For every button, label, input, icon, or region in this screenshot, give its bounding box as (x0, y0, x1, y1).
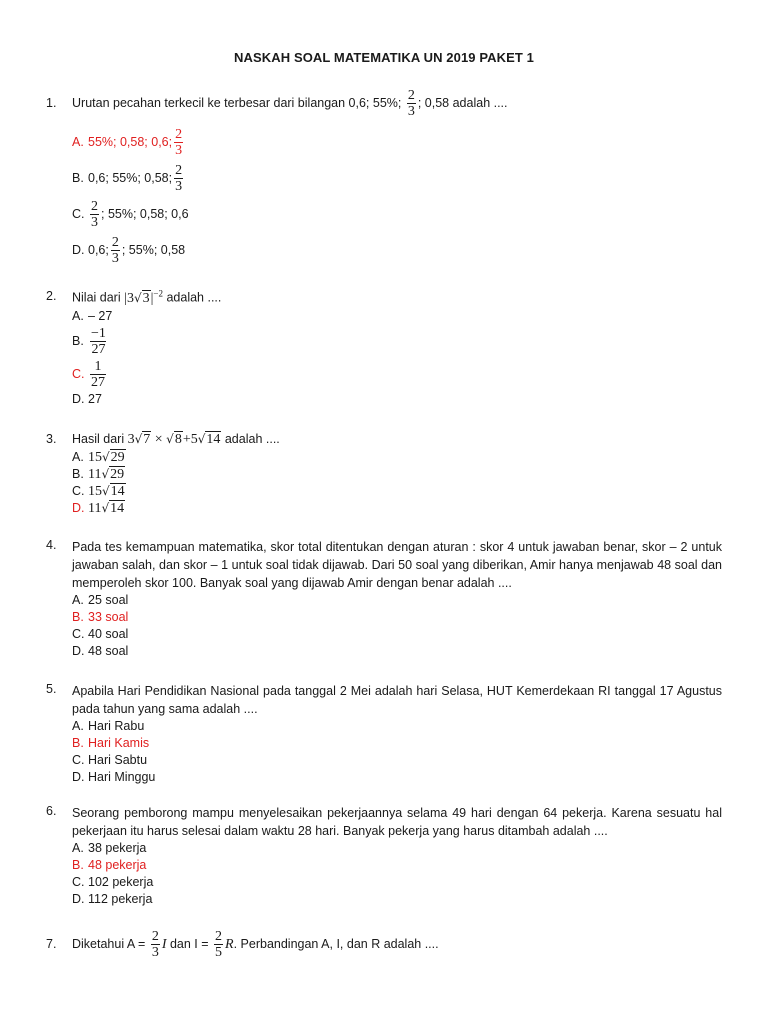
question-3 (46, 429, 722, 517)
question-5 (46, 682, 722, 786)
question-number: 6. (46, 804, 57, 818)
fraction: $\frac{2}{3}$ (91, 198, 98, 230)
option-a: A. 15√29 (72, 450, 125, 465)
option-d: D. 48 soal (72, 644, 129, 658)
option-d: D. 0,6; $\frac{2}{3}$ ; 55%; 0,58 (72, 234, 186, 266)
option-a: A. Hari Rabu (72, 719, 145, 733)
question-number: 1. (46, 96, 57, 110)
question-text: Hasil dari 3√7 × √8+5√14 adalah .... (72, 431, 280, 447)
fraction: $\frac{2}{3}$ (175, 162, 183, 194)
fraction: $\frac{2}{3}$ (111, 234, 119, 266)
fraction: $\frac{-1}{27}$ (91, 325, 106, 357)
fraction: $\frac{2}{3}$ (407, 87, 415, 119)
question-number: 2. (46, 288, 57, 303)
question-number: 3. (46, 432, 57, 446)
fraction: $\frac{2}{5}$ (215, 928, 223, 960)
option-a: A. 55%; 0,58; 0,6; $\frac{2}{3}$ (72, 126, 183, 158)
option-d: D. 11√14 (72, 501, 125, 516)
math-expression: 3√7 × √8+5√14 (127, 431, 221, 447)
question-text: Pada tes kemampuan matematika, skor total ditentukan dengan aturan : skor 4 untuk jawaban benar, skor – 2 untuk jawaban salah, dan skor – 1 untuk soal tidak dijawab. Dari 50 soal yang diberikan, Amir hanya menjawab 48 soal dan memperoleh skor 100. Banyak soal yang dijawab Amir dengan benar adalah .... (72, 540, 722, 590)
question-4 (46, 538, 722, 660)
option-b: B. 48 pekerja (72, 858, 147, 872)
option-d: D. 27 (72, 391, 102, 406)
option-c: C. 40 soal (72, 627, 129, 641)
fraction: $\frac{1}{27}$ (91, 358, 105, 390)
option-b: B. $\frac{-1}{27}$ (72, 325, 106, 357)
fraction: $\frac{2}{3}$ (175, 126, 183, 158)
fraction: $\frac{2}{3}$ (151, 928, 159, 960)
option-a: A. 25 soal (72, 593, 129, 607)
option-c: C. 15√14 (72, 484, 125, 499)
option-b: B. 11√29 (72, 467, 125, 482)
question-text: Urutan pecahan terkecil ke terbesar dari bilangan 0,6; 55%; $\frac{2}{3}$ ; 0,58 adalah .... (72, 87, 508, 119)
question-number: 7. (46, 937, 57, 951)
option-a: A. 38 pekerja (72, 841, 147, 855)
option-d: D. 112 pekerja (72, 892, 153, 906)
question-number: 4. (46, 538, 57, 552)
page-title: NASKAH SOAL MATEMATIKA UN 2019 PAKET 1 (234, 50, 534, 65)
option-a: A. – 27 (72, 308, 113, 323)
question-number: 5. (46, 682, 57, 696)
math-expression: $|3√3|^{-2}$ (124, 288, 163, 306)
option-c: C. $\frac{1}{27}$ (72, 358, 105, 390)
question-text: Diketahui A = $\frac{2}{3}$ I dan I = $\frac{2}{5}$ R. Perbandingan A, I, dan R adalah .... (72, 928, 439, 960)
question-text: Apabila Hari Pendidikan Nasional pada tanggal 2 Mei adalah hari Selasa, HUT Kemerdekaan RI tanggal 17 Agustus pada tahun yang sama adalah .... (72, 684, 722, 716)
option-b: B. 33 soal (72, 610, 129, 624)
option-d: D. Hari Minggu (72, 770, 156, 784)
question-text: Seorang pemborong mampu menyelesaikan pekerjaannya selama 49 hari dengan 64 pekerja. Karena sesuatu hal pekerjaan itu harus selesai dalam waktu 28 hari. Banyak pekerja yang harus ditambah adalah .... (72, 806, 722, 838)
question-text: Nilai dari $|3√3|^{-2}$ adalah .... (72, 288, 222, 306)
question-7 (46, 926, 722, 962)
question-6 (46, 804, 722, 908)
question-1 (46, 86, 722, 268)
question-2 (46, 284, 722, 408)
option-b: B. 0,6; 55%; 0,58; $\frac{2}{3}$ (72, 162, 183, 194)
option-b: B. Hari Kamis (72, 736, 150, 750)
option-c: C. 102 pekerja (72, 875, 154, 889)
option-c: C. Hari Sabtu (72, 753, 148, 767)
option-c: C. $\frac{2}{3}$ ; 55%; 0,58; 0,6 (72, 198, 189, 230)
